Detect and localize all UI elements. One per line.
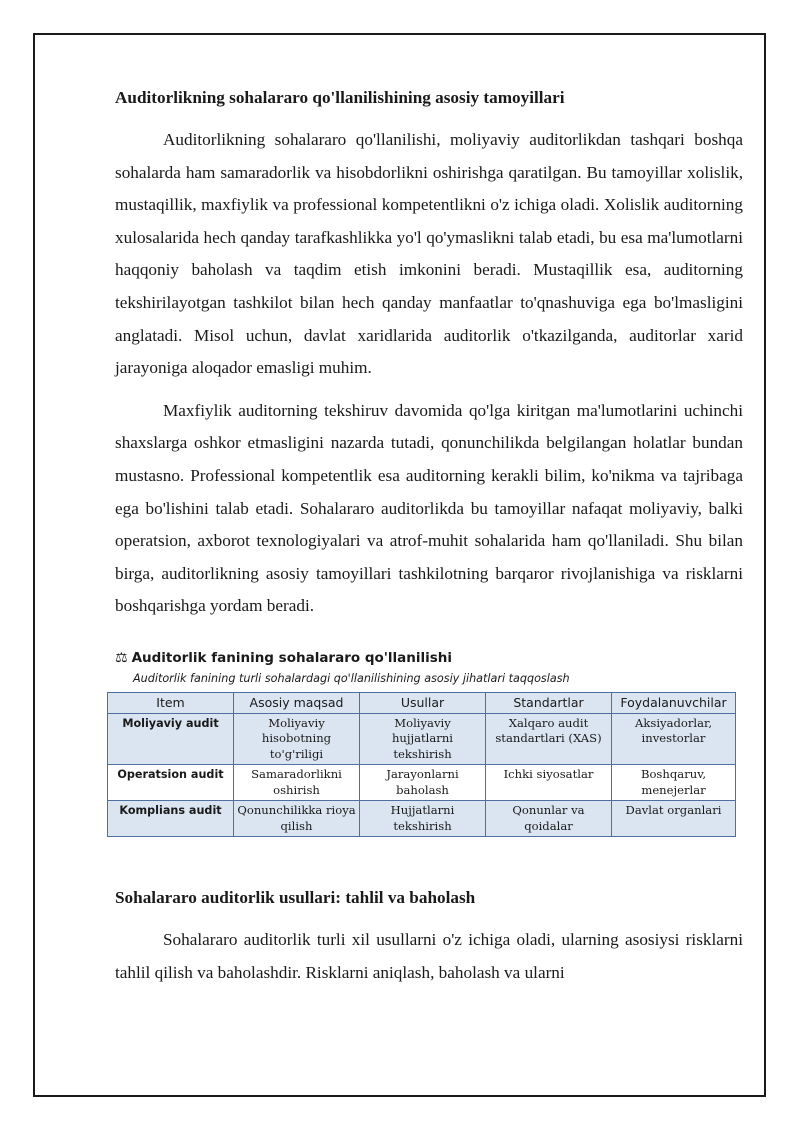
paragraph: Sohalararo auditorlik turli xil usullarni o'z ichiga oladi, ularning asosiysi risklarni tahlil qilish va baholashdir. Risklarni aniqlash, baholash va ularni [115,930,743,982]
table-cell: Operatsion audit [108,765,234,801]
section-methods [115,886,743,989]
table-row [108,765,736,801]
table-header-row [108,692,736,713]
table-cell: Ichki siyosatlar [486,765,612,801]
table-cell: Samaradorlikni oshirish [234,765,360,801]
table-cell: Aksiyadorlar, investorlar [612,713,736,765]
section-heading-methods: Sohalararo auditorlik usullari: tahlil va baholash [115,888,476,908]
table-cell: Hujjatlarni tekshirish [360,801,486,837]
table-cell: Moliyaviy hisobotning to'g'riligi [234,713,360,765]
column-header: Item [108,692,234,713]
balance-scale-icon: ⚖ [115,649,128,666]
table-row [108,801,736,837]
table-row [108,713,736,765]
table-cell: Qonunchilikka rioya qilish [234,801,360,837]
table-cell: Xalqaro audit standartlari (XAS) [486,713,612,765]
paragraph: Auditorlikning sohalararo qo'llanilishi, moliyaviy auditorlikdan tashqari boshqa sohalarda ham samaradorlik va hisobdorlikni oshirishga qaratilgan. Bu tamoyillar xolislik, mustaqillik, maxfiylik va professional kompetentlikni o'z ichiga oladi. Xolislik auditorning xulosalarida hech qanday tarafkashlikka yo'l qo'ymaslikni talab etadi, bu esa ma'lumotlarni haqqoniy baholash va taqdim etish imkonini beradi. Mustaqillik esa, auditorning tekshirilayotgan tashkilot bilan hech qanday manfaatlar to'qnashuviga ega bo'lmasligini anglatadi. Misol uchun, davlat xaridlarida auditorlik o'tkazilganda, auditorlar xarid jarayoniga aloqador emasligi muhim. [115,130,743,378]
table-cell: Moliyaviy hujjatlarni tekshirish [360,713,486,765]
table-cell: Jarayonlarni baholash [360,765,486,801]
table-cell: Moliyaviy audit [108,713,234,765]
section-heading-principles: Auditorlikning sohalararo qo'llanilishining asosiy tamoyillari [115,88,565,107]
document-body [115,86,743,1000]
table-cell: Qonunlar va qoidalar [486,801,612,837]
table-title-text: Auditorlik fanining sohalararo qo'llanilishi [131,649,453,666]
table-cell: Davlat organlari [612,801,736,837]
column-header: Foydalanuvchilar [612,692,736,713]
comparison-table [107,692,736,838]
table-caption: Auditorlik fanining turli sohalardagi qo'llanilishining asosiy jihatlari taqqoslash [133,671,570,685]
paragraph: Maxfiylik auditorning tekshiruv davomida qo'lga kiritgan ma'lumotlarini uchinchi shaxslarga oshkor etmasligini nazarda tutadi, qonunchilikda belgilangan holatlar bundan mustasno. Professional kompetentlik esa auditorning kerakli bilim, ko'nikma va tajribaga ega bo'lishini talab etadi. Sohalararo auditorlikda bu tamoyillar nafaqat moliyaviy, balki operatsion, axborot texnologiyalari va atrof-muhit sohalarida ham qo'llaniladi. Shu bilan birga, auditorlikning asosiy tamoyillari tashkilotning barqaror rivojlanishiga va risklarni boshqarishga yordam beradi. [115,400,743,616]
table-title [115,650,743,666]
table-cell: Komplians audit [108,801,234,837]
column-header: Asosiy maqsad [234,692,360,713]
column-header: Usullar [360,692,486,713]
table-cell: Boshqaruv, menejerlar [612,765,736,801]
column-header: Standartlar [486,692,612,713]
